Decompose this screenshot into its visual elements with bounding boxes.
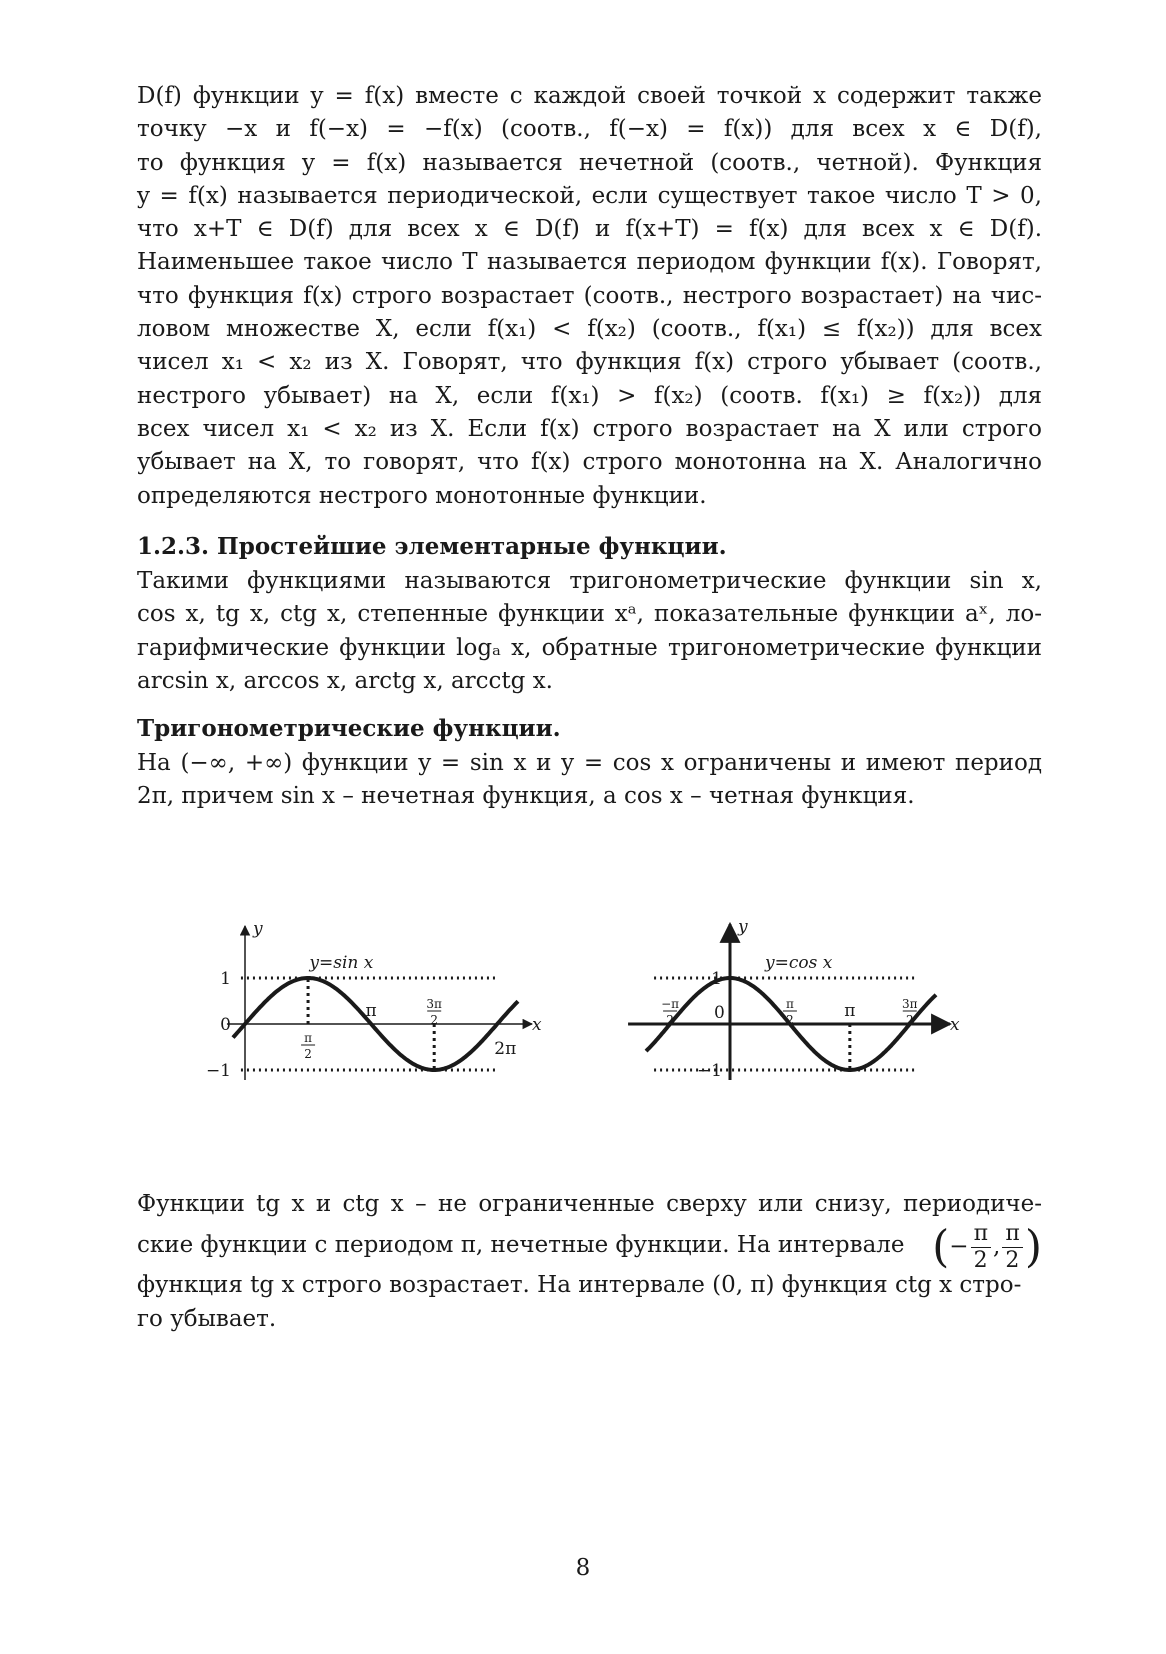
text-line: что функция f(x) строго возрастает (соотв., нестрого возрастает) на чис-	[137, 282, 1042, 309]
x-axis-label: x	[532, 1015, 542, 1035]
tick-denominator: 2	[905, 1013, 914, 1027]
text-line: функция tg x строго возрастает. На интервале (0, π) функция ctg x стро-	[137, 1272, 1022, 1299]
fraction-denominator: 2	[1005, 1248, 1020, 1274]
y-tick-label: 1	[220, 969, 231, 989]
text-fragment: ские функции с периодом π, нечетные функции. На интервале	[137, 1232, 905, 1259]
x-axis-label: x	[950, 1015, 960, 1035]
tick-numerator: π	[304, 1031, 313, 1045]
text-line: гарифмические функции logₐ x, обратные тригонометрические функции	[137, 634, 1042, 661]
y-tick-label: −1	[205, 1061, 231, 1081]
y-axis-label: y	[253, 919, 263, 939]
text-line: 2π, причем sin x – нечетная функция, а cos x – четная функция.	[137, 783, 915, 810]
interval-paren-open: (	[932, 1221, 950, 1273]
text-line: точку −x и f(−x) = −f(x) (соотв., f(−x) = f(x)) для всех x ∈ D(f),	[137, 116, 1042, 143]
text-line: го убывает.	[137, 1305, 277, 1332]
x-tick-label	[426, 997, 442, 1027]
text-line: Такими функциями называются тригонометрические функции sin x,	[137, 568, 1042, 594]
chart-title: y=sin x	[309, 953, 374, 973]
x-tick-label: π	[365, 1001, 377, 1021]
tick-denominator: 2	[304, 1047, 312, 1061]
sine-chart	[206, 919, 542, 1081]
text-line: что x+T ∈ D(f) для всех x ∈ D(f) и f(x+T) = f(x) для всех x ∈ D(f).	[137, 216, 1042, 243]
tick-numerator: 3π	[902, 997, 918, 1011]
x-tick-label	[301, 1031, 315, 1061]
y-tick-label: 0	[220, 1015, 231, 1035]
cosine-chart	[628, 917, 960, 1081]
text-line: y = f(x) называется периодической, если существует такое число T > 0,	[137, 182, 1042, 209]
y-tick-label: −1	[696, 1061, 722, 1081]
x-tick-label: π	[844, 1001, 856, 1021]
x-tick-label: 0	[714, 1003, 725, 1023]
text-line: ловом множестве X, если f(x₁) < f(x₂) (соотв., f(x₁) ≤ f(x₂)) для всех	[137, 316, 1042, 343]
tick-numerator: −π	[661, 997, 680, 1011]
text-line: всех чисел x₁ < x₂ из X. Если f(x) строго возрастает на X или строго	[137, 415, 1042, 442]
text-line: определяются нестрого монотонные функции.	[137, 482, 707, 509]
tick-numerator: 3π	[426, 997, 442, 1011]
text-line: Наименьшее такое число T называется периодом функции f(x). Говорят,	[137, 249, 1042, 276]
fraction-numerator: π	[1002, 1221, 1022, 1248]
text-line: чисел x₁ < x₂ из X. Говорят, что функция f(x) строго убывает (соотв.,	[137, 349, 1042, 376]
tick-denominator: 2	[786, 1013, 794, 1027]
y-axis-label: y	[738, 917, 748, 937]
text-line-with-interval	[137, 1221, 1042, 1274]
text-line: то функция y = f(x) называется нечетной (соотв., четной). Функция	[137, 149, 1042, 176]
text-line: убывает на X, то говорят, что f(x) строго монотонна на X. Аналогично	[137, 449, 1042, 476]
chart-title: y=cos x	[765, 953, 833, 973]
interval-minus: −	[949, 1233, 969, 1260]
text-line: Функции tg x и ctg x – не ограниченные сверху или снизу, периодиче-	[137, 1191, 1042, 1217]
interval-paren-close: )	[1024, 1221, 1042, 1273]
paragraph-tan-cot	[137, 1188, 1042, 1336]
text-line: нестрого убывает) на X, если f(x₁) > f(x₂) (соотв. f(x₁) ≥ f(x₂)) для	[137, 382, 1042, 409]
text-line: cos x, tg x, ctg x, степенные функции xᵃ, показательные функции aˣ, ло-	[137, 601, 1042, 628]
interval-comma: ,	[993, 1233, 1001, 1260]
fraction-denominator: 2	[973, 1248, 988, 1274]
text-line: arcsin x, arccos x, arctg x, arcctg x.	[137, 667, 553, 694]
subheading: Тригонометрические функции.	[137, 715, 561, 742]
section-heading: 1.2.3. Простейшие элементарные функции.	[137, 533, 727, 560]
interval-expression	[932, 1221, 1042, 1274]
text-line: D(f) функции y = f(x) вместе с каждой своей точкой x содержит также	[137, 83, 1042, 109]
fraction	[1002, 1221, 1022, 1274]
fraction-numerator: π	[971, 1221, 991, 1248]
tick-numerator: π	[785, 997, 794, 1011]
x-tick-label: 2π	[494, 1039, 517, 1059]
fraction	[971, 1221, 991, 1274]
text-line: На (−∞, +∞) функции y = sin x и y = cos x ограничены и имеют период	[137, 750, 1042, 776]
page-number: 8	[575, 1555, 591, 1581]
tick-denominator: 2	[430, 1013, 439, 1027]
y-tick-label: 1	[711, 969, 722, 989]
tick-denominator: 2	[666, 1013, 674, 1027]
